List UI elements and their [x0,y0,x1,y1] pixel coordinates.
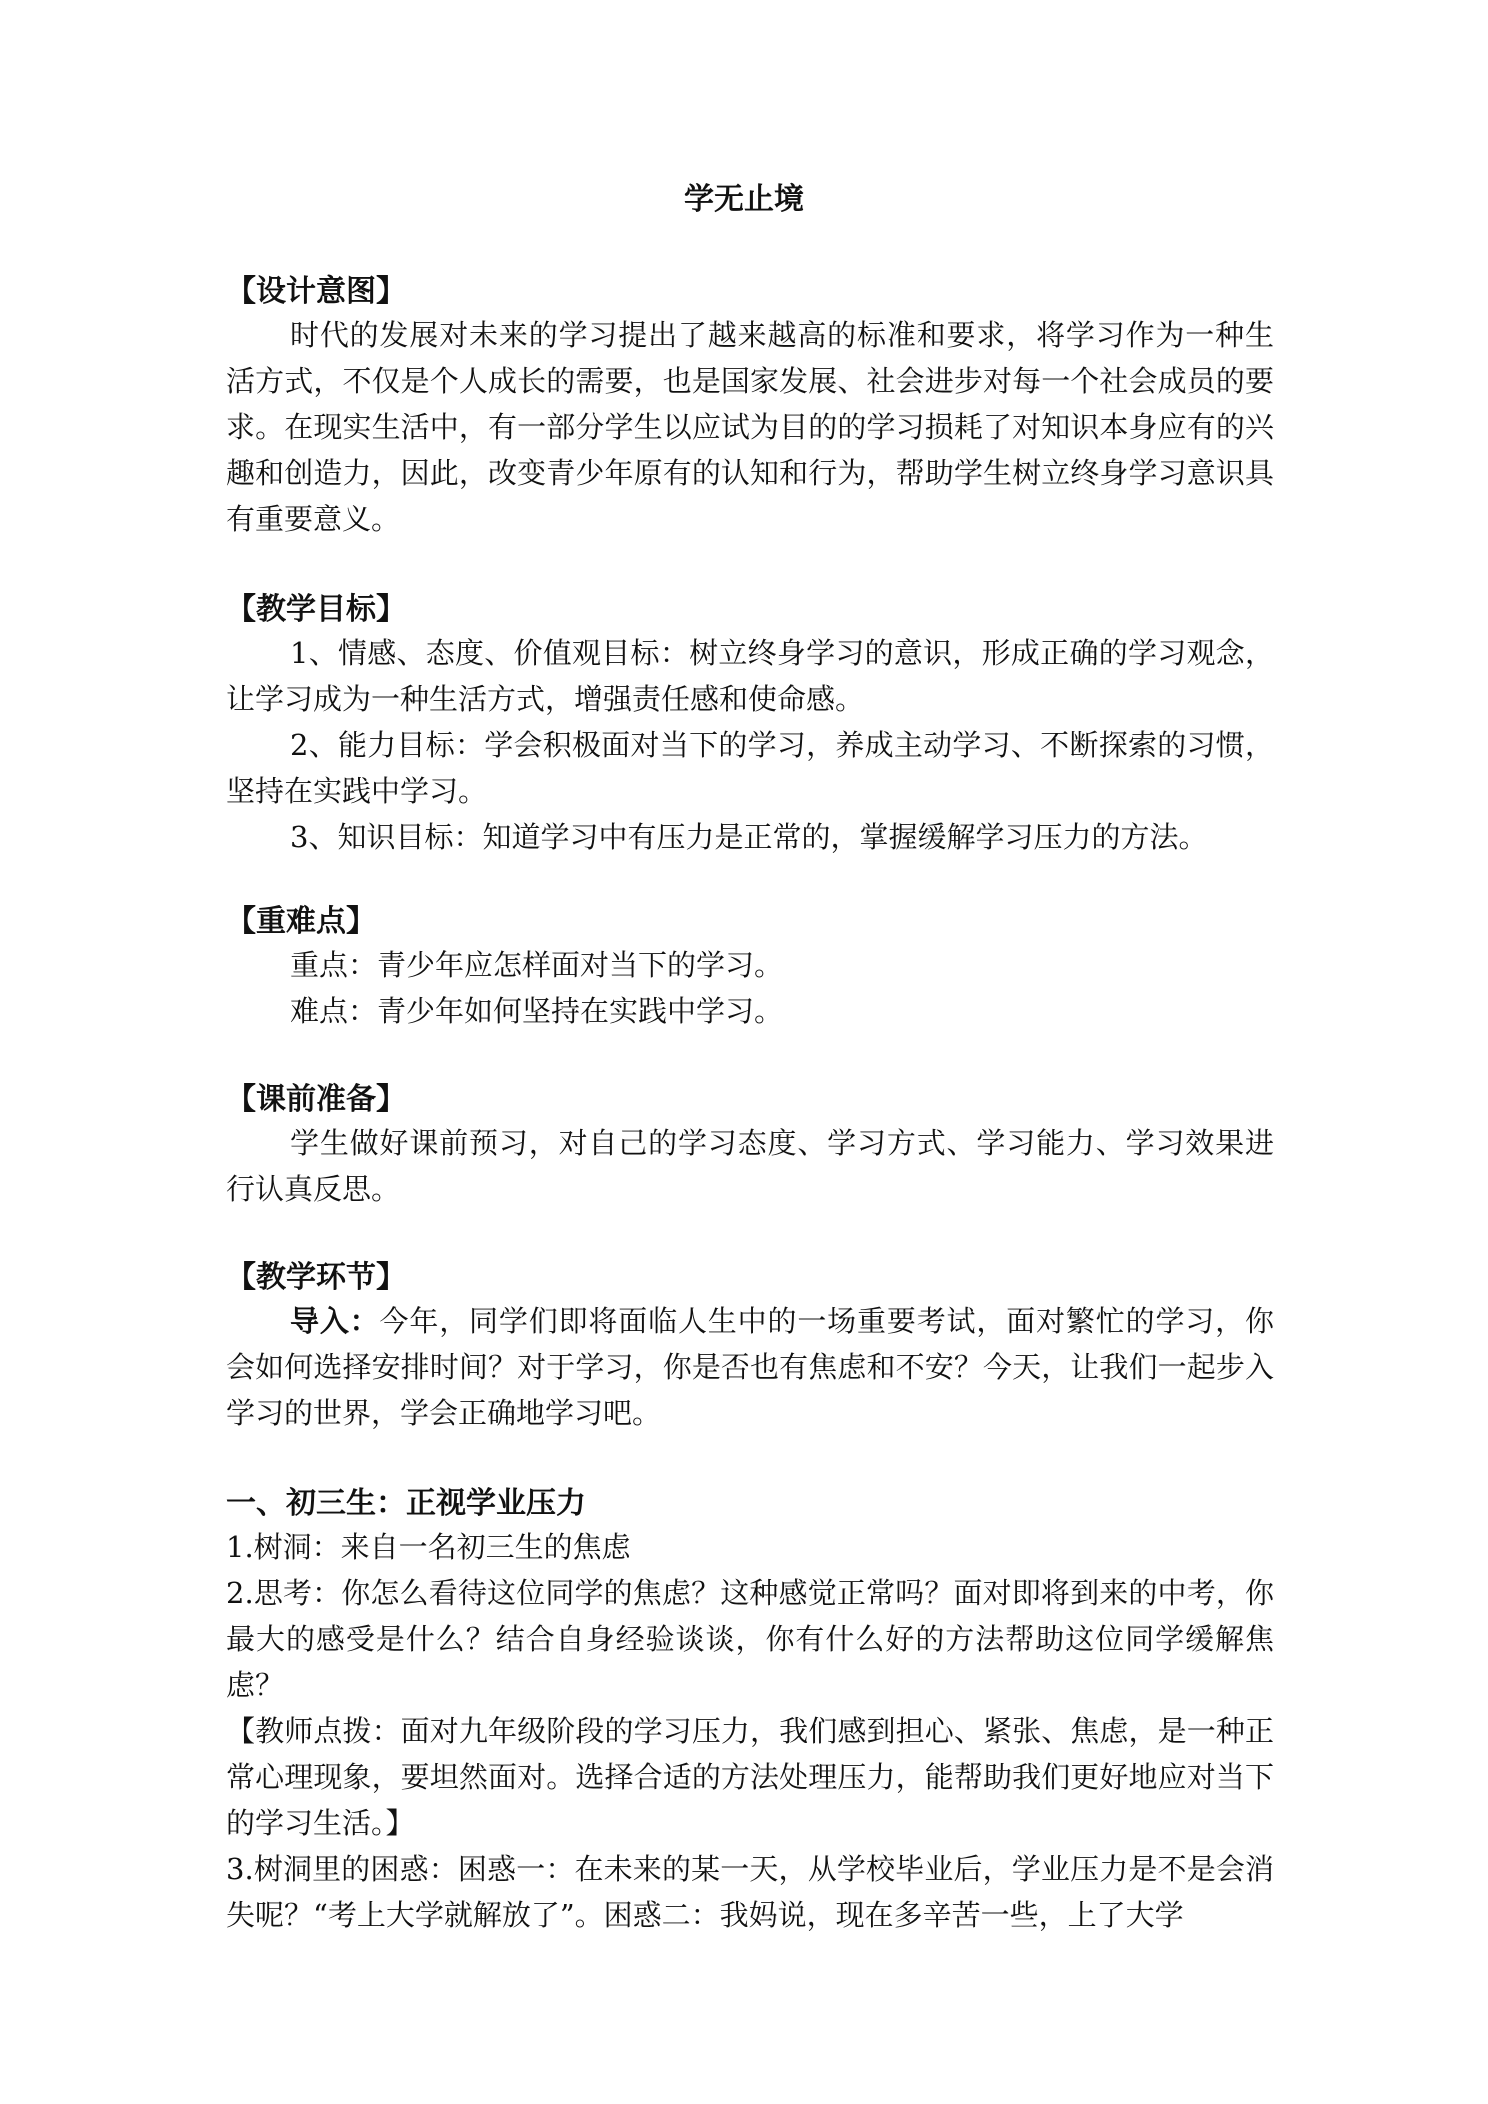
item-tree-hole-paragraph: 1.树洞：来自一名初三生的焦虑 [226,1530,631,1564]
section-heading-part-one: 一、初三生：正视学业压力 [226,1486,586,1521]
preparation-paragraph: 学生做好课前预习，对自己的学习态度、学习方式、学习能力、学习效果进行认真反思。 [226,1126,1274,1206]
section-heading-teaching-goals: 【教学目标】 [226,592,406,627]
section-heading-teaching-process: 【教学环节】 [226,1260,406,1295]
intro-paragraph [226,1298,1274,1436]
section-heading-key-points: 【重难点】 [226,904,376,939]
document-title: 学无止境 [684,182,804,217]
goal-ability-paragraph: 2、能力目标：学会积极面对当下的学习，养成主动学习、不断探索的习惯，坚持在实践中学习。 [226,728,1274,808]
intro-lead-label: 导入： [290,1304,380,1338]
key-point-paragraph: 重点：青少年应怎样面对当下的学习。 [290,948,784,982]
item-confusion-paragraph: 3.树洞里的困惑：困惑一：在未来的某一天，从学校毕业后，学业压力是不是会消失呢？“考上大学就解放了”。困惑二：我妈说，现在多辛苦一些，上了大学 [226,1852,1274,1932]
design-intent-paragraph: 时代的发展对未来的学习提出了越来越高的标准和要求，将学习作为一种生活方式，不仅是个人成长的需要，也是国家发展、社会进步对每一个社会成员的要求。在现实生活中，有一部分学生以应试为目的的学习损耗了对知识本身应有的兴趣和创造力，因此，改变青少年原有的认知和行为，帮助学生树立终身学习意识具有重要意义。 [226,318,1274,536]
difficult-point-paragraph: 难点：青少年如何坚持在实践中学习。 [290,994,784,1028]
section-heading-design-intent: 【设计意图】 [226,274,406,309]
intro-text: 今年，同学们即将面临人生中的一场重要考试，面对繁忙的学习，你会如何选择安排时间？对于学习，你是否也有焦虑和不安？今天，让我们一起步入学习的世界，学会正确地学习吧。 [226,1304,1274,1430]
item-thinking-paragraph: 2.思考：你怎么看待这位同学的焦虑？这种感觉正常吗？面对即将到来的中考，你最大的感受是什么？结合自身经验谈谈，你有什么好的方法帮助这位同学缓解焦虑？ [226,1576,1274,1702]
goal-knowledge-paragraph: 3、知识目标：知道学习中有压力是正常的，掌握缓解学习压力的方法。 [290,820,1208,854]
goal-emotion-paragraph: 1、情感、态度、价值观目标：树立终身学习的意识，形成正确的学习观念，让学习成为一种生活方式，增强责任感和使命感。 [226,636,1274,716]
section-heading-preparation: 【课前准备】 [226,1082,406,1117]
teacher-guidance-paragraph: 【教师点拨：面对九年级阶段的学习压力，我们感到担心、紧张、焦虑，是一种正常心理现象，要坦然面对。选择合适的方法处理压力，能帮助我们更好地应对当下的学习生活。】 [226,1714,1274,1840]
